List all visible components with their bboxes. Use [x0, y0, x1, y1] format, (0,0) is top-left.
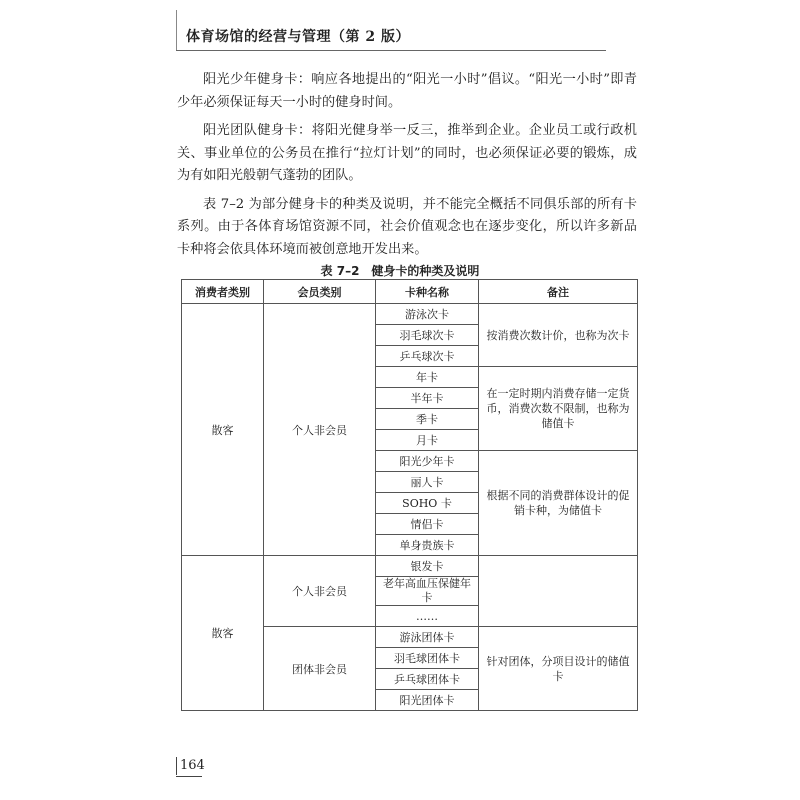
card-name-cell: 月卡 [376, 430, 479, 451]
paragraph: 阳光团队健身卡：将阳光健身举一反三，推举到企业。企业员工或行政机关、事业单位的公务员在推行“拉灯计划”的同时，也必须保证必要的锻炼，成为有如阳光般朝气蓬勃的团队。 [177, 123, 637, 183]
consumer-category-cell: 散客 [182, 304, 264, 556]
page-number: 164 [176, 757, 205, 775]
member-category-cell: 团体非会员 [264, 627, 376, 711]
book-title: 体育场馆的经营与管理 [186, 29, 331, 45]
card-name-cell: 丽人卡 [376, 472, 479, 493]
note-cell: 根据不同的消费群体设计的促销卡种，为储值卡 [479, 451, 638, 556]
table-caption: 表 7–2 健身卡的种类及说明 [320, 264, 480, 278]
note-cell: 在一定时期内消费存储一定货币，消费次数不限制，也称为储值卡 [479, 367, 638, 451]
card-name-cell: 阳光少年卡 [376, 451, 479, 472]
card-name-cell: 年卡 [376, 367, 479, 388]
note-cell: 按消费次数计价，也称为次卡 [479, 304, 638, 367]
paragraph: 表 7–2 为部分健身卡的种类及说明，并不能完全概括不同俱乐部的所有卡系列。由于各体育场馆资源不同，社会价值观念也在逐步变化，所以许多新品卡种将会依具体环境而被创意地开发出来。 [177, 196, 637, 257]
card-name-cell: SOHO 卡 [376, 493, 479, 514]
note-cell-empty [479, 556, 638, 627]
card-name-cell: 季卡 [376, 409, 479, 430]
card-name-cell: 羽毛球团体卡 [376, 648, 479, 669]
edition-label: （第 2 版） [331, 29, 410, 45]
card-name-cell: …… [376, 606, 479, 627]
member-category-cell: 个人非会员 [264, 556, 376, 627]
table-row [182, 556, 638, 577]
column-header: 消费者类别 [182, 280, 264, 304]
column-header: 卡种名称 [376, 280, 479, 304]
running-header [186, 26, 410, 46]
card-name-cell: 老年高血压保健年卡 [376, 577, 479, 606]
card-types-table [181, 279, 638, 711]
card-name-cell: 乒乓球次卡 [376, 346, 479, 367]
header-rule-vertical [176, 10, 177, 50]
column-header: 会员类别 [264, 280, 376, 304]
body-text [177, 69, 637, 267]
table-row [182, 304, 638, 325]
header-rule-horizontal [176, 50, 606, 51]
card-name-cell: 半年卡 [376, 388, 479, 409]
card-name-cell: 游泳次卡 [376, 304, 479, 325]
card-name-cell: 乒乓球团体卡 [376, 669, 479, 690]
column-header: 备注 [479, 280, 638, 304]
member-category-cell: 个人非会员 [264, 304, 376, 556]
note-cell: 针对团体，分项目设计的储值卡 [479, 627, 638, 711]
card-name-cell: 游泳团体卡 [376, 627, 479, 648]
table-header-row [182, 280, 638, 304]
card-name-cell: 单身贵族卡 [376, 535, 479, 556]
consumer-category-cell: 散客 [182, 556, 264, 711]
card-name-cell: 银发卡 [376, 556, 479, 577]
card-name-cell: 羽毛球次卡 [376, 325, 479, 346]
card-name-cell: 情侣卡 [376, 514, 479, 535]
card-name-cell: 阳光团体卡 [376, 690, 479, 711]
paragraph: 阳光少年健身卡：响应各地提出的“阳光一小时”倡议。“阳光一小时”即青少年必须保证每天一小时的健身时间。 [177, 72, 637, 110]
